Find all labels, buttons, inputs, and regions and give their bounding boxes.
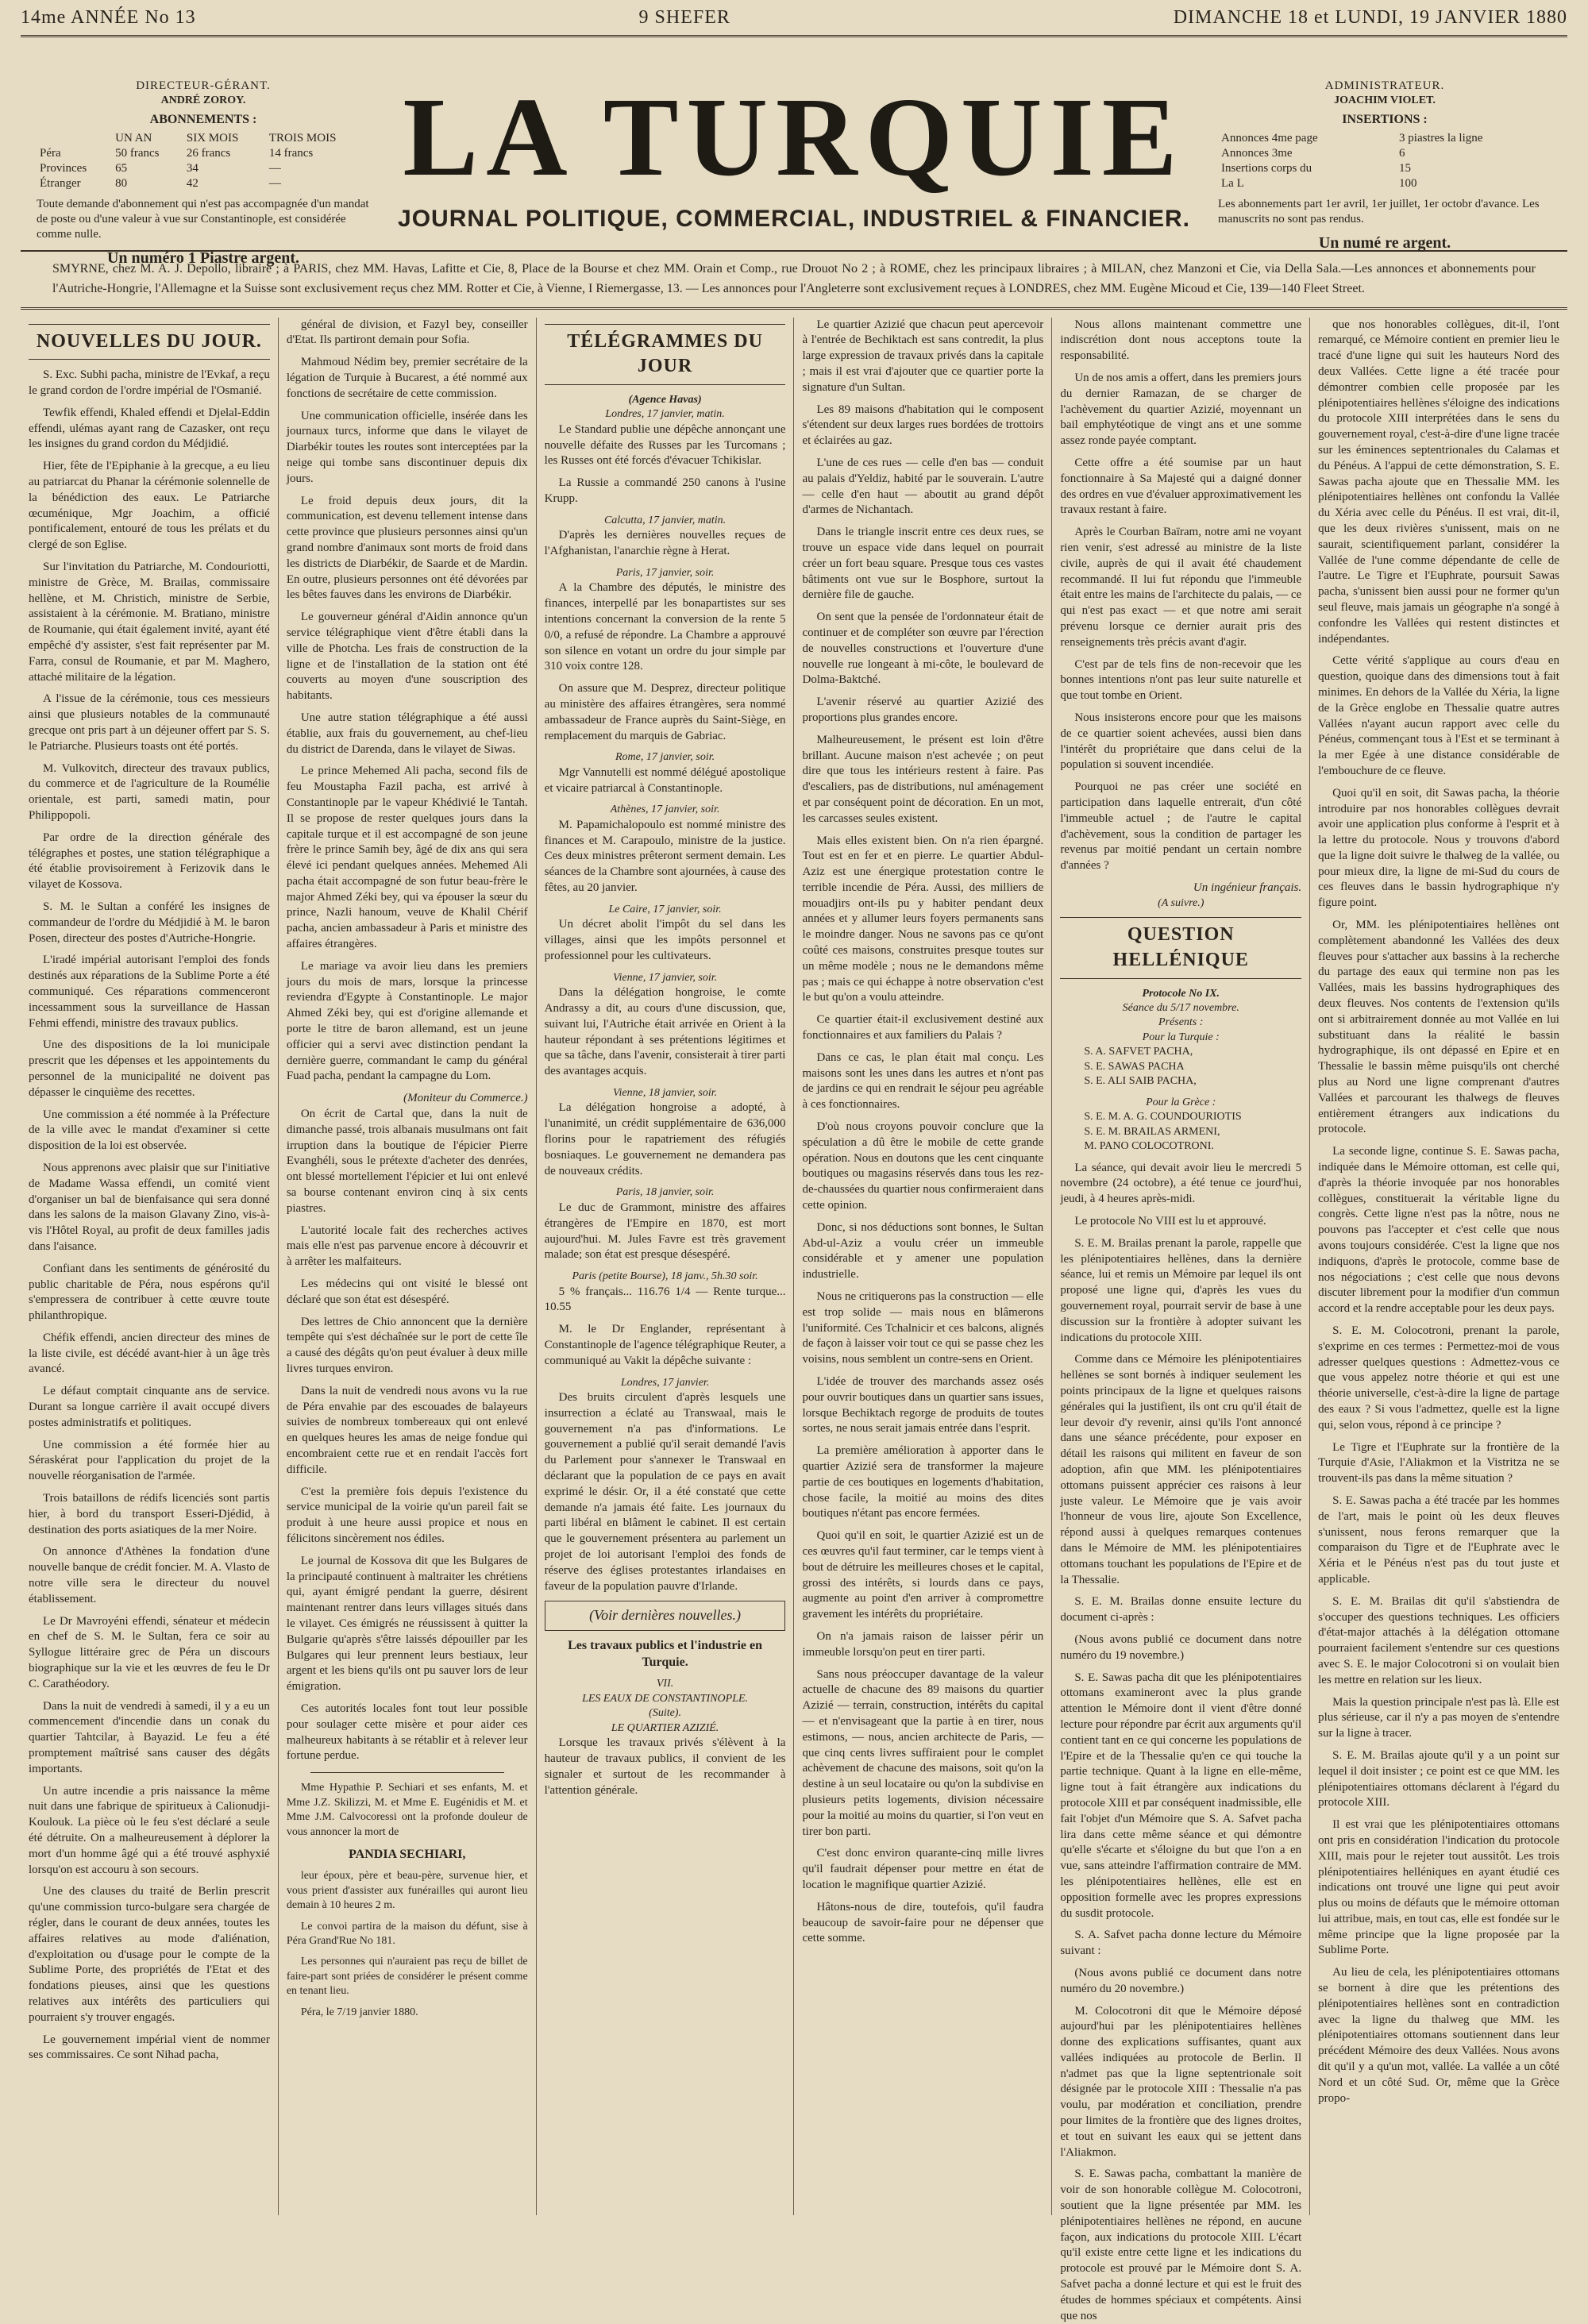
paragraph: Une communication officielle, insérée dans les journaux turcs, informe que dans le vilayet de Diarbékir toutes les routes sont interceptées par la neige qui tombe sans discontinuer depuis dix jours. [286,409,528,485]
telegram-text: M. le Dr Englander, représentant à Constantinople de l'agence télégraphique Reuter, a communiqué au Vakit la dépêche suivante : [544,1323,786,1367]
death-notice-name: PANDIA SECHIARI, [349,1848,466,1861]
section-heading: QUESTION HELLÉNIQUE [1060,917,1301,978]
agency-label: (Agence Havas) [628,393,702,406]
table-row: Insertions corps du 15 [1221,161,1412,175]
telegram-text: M. Papamichalopoulo est nommé ministre des finances et M. Carapoulo, ministre de la justice. Ces deux ministres prêteront serment demain. Les séances de la Chambre sont ajournées, à cause des fêtes, au 20 janvier. [544,818,786,895]
paragraph: On n'a jamais raison de laisser périr un immeuble lorsqu'on peut en tirer parti. [802,1629,1044,1659]
paragraph: Cette vérité s'applique au cours d'eau en question, quoique dans des dimensions tout à fait minimes. En dehors de la Vallée du Xéria, la ligne de la Grèce englobe en Thessalie quatre autres Vallées n'ayant aucun rapport avec celle du Pénéus, commençant tous à l'Est et se terminant à la mer Egée à une distance considérable de l'embouchure de ce fleuve. [1318,654,1559,777]
section-heading: NOUVELLES DU JOUR. [29,324,270,360]
telegram-text: Dans la délégation hongroise, le comte Andrassy a dit, au cours d'une discussion, que, suivant lui, l'Autriche était arrivée en Orient à la hauteur répondant à ses prétentions légitimes et que sa tâche, dans l'avenir, consisterait à tirer parti des avantages acquis. [544,986,786,1078]
paragraph: La séance, qui devait avoir lieu le mercredi 5 novembre (24 octobre), a été tenue ce jourd'hui, jeudi, à 4 heures après-midi. [1060,1161,1302,1206]
column-1 [21,318,279,2215]
paragraph: Mais elles existent bien. On n'a rien épargné. Tout est en fer et en pierre. Le quartier Abdul-Aziz est une énergique protestation contre le terrible incendie de Péra. Aussi, des milliers de mouadjirs ont-ils pu y habiter pendant deux années et y allumer leurs foyers permanents sans le moindre danger. Nous ne savons pas ce qu'ont coûté ces maisons, construites presque toutes sur un même modèle ; nous ne le demandons même pas ; mais ce qui échappe à notre observation c'est le but qu'on a voulu atteindre. [802,834,1044,1004]
paragraph: S. E. Sawas pacha, combattant la manière de voir de son honorable collègue M. Colocotroni, soutient que la ligne présentée par MM. les plénipotentiaires hellènes ne répond, en aucune façon, aux indications du protocole XIII. L'écart qu'il existe entre cette ligne et les indications du protocole est prouvé par le Mémoire dont S. A. Safvet pacha a donné lecture et qui est le fruit des études de hommes spéciaux et compétents. Ainsi que nos [1060,2168,1302,2322]
paragraph: Pourquoi ne pas créer une société en participation dans laquelle entrerait, d'un côté l'immeuble actuel ; de l'autre le capital d'achèvement, sous la condition de partager les revenus par moitié pendant un certain nombre d'années ? [1060,780,1302,873]
issue-number: 14me ANNÉE No 13 [21,6,196,28]
issue-price-right: Un numé re argent. [1318,233,1451,252]
paragraph: A l'issue de la cérémonie, tous ces messieurs ainsi que plusieurs notables de la communauté grecque ont pris part à un déjeuner offert par S. S. le Patriarche. Plusieurs toasts ont été portés. [29,692,270,753]
paragraph: S. E. M. Colocotroni, prenant la parole, s'exprime en ces termes : Permettez-moi de vous adresser quelques questions : Admettez-vous ce que vous appelez notre théorie et qui est une théorie universelle, c'est-à-dire la ligne de partage des eaux ? Si vous l'admettez, quelle est la ligne qui, selon vous, répond à ce principe ? [1318,1324,1559,1432]
paragraph: Ce quartier était-il exclusivement destiné aux fonctionnaires et aux familiers du Palais ? [802,1013,1044,1043]
paragraph: S. Exc. Subhi pacha, ministre de l'Evkaf, a reçu le grand cordon de l'ordre impérial de l'Osmanié. [29,368,270,398]
telegram-dateline: Londres, 17 janvier. [620,1376,710,1389]
protocol-number: Protocole No IX. [1142,987,1220,1000]
paragraph: Le prince Mehemed Ali pacha, second fils de feu Moustapha Fazil pacha, est arrivé à Constantinople par le vapeur Khédivié le Tantah. Il se propose de rester quelques jours dans la capitale turque et il est accompagné de son jeune frère le prince Samih bey, âgé de dix ans qui sera élevé ici pendant quelques années. Mehemed Ali pacha était accompagné de son futur beau-frère le major Ahmed Zéki bey, qui va épouser la sœur du prince, Nazli hanoum, veuve de Khalil Chérif pacha, ancien ambassadeur à Paris et ministre des affaires étrangères. [286,765,528,951]
paragraph: Le Tigre et l'Euphrate sur la frontière de la Turquie d'Asie, l'Aliakmon et la Vistritza ne se trouvent-ils pas dans la même situation ? [1318,1440,1559,1486]
table-header-row: UN AN SIX MOIS TROIS MOIS [115,132,337,145]
paragraph: Quoi qu'il en soit, le quartier Azizié est un de ces œuvres qu'il faut terminer, car le temps vient à bout de détruire les meilleures choses et le capital, grossi des intérêts, si lourds dans ce pays, augmente au point d'en arriver à compromettre gravement les intérêts du propriétaire. [802,1529,1044,1621]
paragraph: Lorsque les travaux privés s'élèvent à la hauteur de travaux publics, il convient de les signaler et surtout de les recommander à l'attention générale. [544,1736,786,1797]
feuilleton-number: VII. [656,1678,674,1690]
telegram-text: Le duc de Grammont, ministre des affaires étrangères de l'Empire en 1870, est mort aujourd'hui. M. Jules Favre est très gravement malade; son état est presque désespéré. [544,1201,786,1262]
paragraph: Dans la nuit de vendredi à samedi, il y a eu un commencement d'incendie dans un conak du quartier Tahtcilar, à Bayazid. Le feu a été promptement maîtrisé sans causer des dégâts importants. [29,1699,270,1775]
paragraph: (Nous avons publié ce document dans notre numéro du 20 novembre.) [1060,1966,1302,1995]
masthead [21,37,1567,267]
paragraph: Hier, fête de l'Epiphanie à la grecque, a eu lieu au patriarcat du Phanar la cérémonie solennelle de la bénédiction des eaux. Le Patriarche œcuménique, Mgr Joachim, a officié pontificalement, entouré de tous les prélats et du clergé de son Eglise. [29,460,270,552]
column-6 [1310,318,1567,2215]
delegate-name: S. E. M. A. G. COUNDOURIOTIS [1084,1111,1242,1123]
paragraph: S. E. Sawas pacha a été tracée par les hommes de l'art, mais le point où les deux fleuves s'unissent, nous ferons remarquer que la comparaison du Tigre et de l'Euphrate avec le Xéria et le Pénéus n'est pas du tout juste et applicable. [1318,1493,1559,1586]
turkey-delegates [1084,1045,1301,1089]
divider [310,1772,504,1773]
paragraph: Les médecins qui ont visité le blessé ont déclaré que son état est désespéré. [286,1278,528,1306]
table-row: Provinces 65 34 — [40,161,281,175]
paragraph: Par ordre de la direction générale des télégraphes et postes, une station télégraphique a été établie provisoirement à Ferizovik dans le vilayet de Kossova. [29,831,270,892]
paragraph: Nous ne critiquerons pas la construction — elle est trop solide — mais nous en blâmerons l'uniformité. Ces Tchalnicir et ces balcons, alignés de façon à laisser voir tout ce qui se passe chez les voisins, nous semblent un contre-sens en Orient. [802,1290,1044,1366]
telegram-text: La délégation hongroise a adopté, à l'unanimité, un crédit supplémentaire de 636,000 florins pour le rapatriement des réfugiés bosniaques. Le gouvernement ne demandera pas de nouveaux crédits. [544,1101,786,1177]
paragraph: Les 89 maisons d'habitation qui le composent s'étendent sur deux larges rues bordées de trottoirs et éclairées au gaz. [802,403,1044,448]
paragraph: S. E. M. Brailas prenant la parole, rappelle que les plénipotentiaires hellènes, dans la dernière séance, lui et remis un Mémoire par lequel ils ont proposé une ligne qui, d'après les vues du gouvernement royal, pourrait servir de base à une discussion sur la frontière à adopter suivant les indications du protocole XIII. [1060,1236,1302,1344]
paragraph: Nous apprenons avec plaisir que sur l'initiative de Madame Wassa effendi, un comité vient d'organiser un bal de bienfaisance qui sera donné dans les salons de la maison Glavany Zino, vis-à-vis l'Hôtel Royal, au profit de deux familles jadis dans l'aisance. [29,1161,270,1253]
present-label: Présents : [1158,1016,1204,1029]
table-row: Péra 50 francs 26 francs 14 francs [40,147,314,160]
telegram-dateline: Calcutta, 17 janvier, matin. [603,514,727,526]
paragraph: Nous insisterons encore pour que les maisons de ce quartier soient achevées, aussi bien dans l'intérêt du propriétaire que dans celui de la population si souvent incendiée. [1060,711,1302,772]
telegram-text: On assure que M. Desprez, directeur politique au ministère des affaires étrangères, sera nommé ambassadeur de France auprès du Saint-Siège, en remplacement du marquis de Gabriac. [544,682,786,742]
administrator-heading: ADMINISTRATEUR. [1324,79,1445,92]
paragraph: S. A. Safvet pacha donne lecture du Mémoire suivant : [1060,1929,1302,1958]
telegram-dateline: Londres, 17 janvier, matin. [605,408,725,421]
dateline [21,0,1567,37]
greece-label: Pour la Grèce : [1146,1096,1216,1108]
paragraph: On sent que la pensée de l'ordonnateur était de continuer et de compléter son œuvre par l'érection de nouvelles constructions et l'ouverture d'une nouvelle rue longeant à mi-côte, le boulevard de Dolma-Baktché. [802,611,1044,687]
paragraph: Le protocole No VIII est lu et approuvé. [1074,1215,1266,1228]
insertion-rates-table [1218,131,1551,191]
paragraph: Chéfik effendi, ancien directeur des mines de la liste civile, est décédé avant-hier à un âge très avancé. [29,1331,270,1376]
greece-delegates [1084,1110,1301,1154]
column-4 [794,318,1052,2215]
subscriptions-heading: ABONNEMENTS : [149,113,257,127]
paragraph: L'avenir réservé au quartier Azizié des proportions plus grandes encore. [802,696,1044,724]
source-credit: (Moniteur du Commerce.) [403,1092,528,1105]
telegram-text: Le Standard publie une dépêche annonçant une nouvelle défaite des Russes par les Turcomans ; les Russes ont été forcés d'évacuer Tchikislar. [544,422,786,468]
newspaper-title: LA TURQUIE [403,74,1185,199]
director-heading: DIRECTEUR-GÉRANT. [136,79,271,92]
paragraph: Une commission a été formée hier au Séraskérat pour l'application du projet de la nouvelle réorganisation de l'armée. [29,1438,270,1483]
paragraph: Un autre incendie a pris naissance la même nuit dans une fabrique de spiritueux à Calionudji-Koulouk. La pièce où le feu s'est déclaré a seule été détruite. On a malheureusement à déplorer la mort d'un homme âgé qui a été trouvé asphyxié lorsqu'on est accouru à son secours. [29,1784,270,1876]
paragraph: La seconde ligne, continue S. E. Sawas pacha, indiquée dans le Mémoire ottoman, est celle qui, d'après la théorie invoquée par nos honorables collègues, constituerait la véritable ligne du congrès. Cette ligne n'est pas la nôtre, nous ne pouvons pas l'accepter et c'est celle que nous avons toujours considérée. C'est la ligne que nos indiquons, d'après le protocole, comme base de nos négociations ; c'est celle que nous devons discuter librement pour la modifier d'un commun accord et la rendre acceptable pour les deux pays. [1318,1145,1559,1316]
paragraph: C'est la première fois depuis l'existence du service municipal de la voirie qu'un pareil fait se produit à une heure aussi propice et nous en félicitons sincèrement nos édiles. [286,1485,528,1545]
paragraph: Le mariage va avoir lieu dans les premiers jours du mois de mars, lorsque la princesse reviendra d'Egypte à Constantinople. Le major Ahmed Zéki bey, qui est d'origine allemande et porte le titre de baron allemand, est un jeune officier qui a servi avec distinction pendant la dernière guerre, commandant le camp du général Fuad pacha, pendant la campagne du Lom. [286,959,528,1083]
paragraph: On annonce d'Athènes la fondation d'une nouvelle banque de crédit foncier. M. A. Vlasto de notre ville sera le directeur du nouvel établissement. [29,1545,270,1605]
paragraph: Dans la nuit de vendredi nous avons vu la rue de Péra envahie par des escouades de balayeurs suivies de nombreux tombereaux qui ont enlevé en quelques heures les amas de neige fondue qui encombraient cette rue et en rendait l'accès fort difficile. [286,1384,528,1476]
column-5 [1052,318,1310,2322]
telegram-text: A la Chambre des députés, le ministre des finances, interpellé par les bonapartistes sur ses intentions concernant la conversion de la rente 5 0/0, a refusé de répondre. La Chambre a approuvé son silence en votant un ordre du jour simple par 310 voix contre 128. [544,581,786,673]
telegram-dateline: Vienne, 17 janvier, soir. [612,971,718,984]
paragraph: Tewfik effendi, Khaled effendi et Djelal-Eddin effendi, ulémas ayant rang de Cazasker, ont reçu les insignes du grand cordon du Médjidié. [29,406,270,451]
title-block [386,74,1202,233]
paragraph: général de division, et Fazyl bey, conseiller d'Etat. Ils partiront demain pour Sofia. [286,318,528,347]
table-row: La L 100 [1221,176,1417,190]
paragraph: Quoi qu'il en soit, dit Sawas pacha, la théorie introduire par nos honorables collègues devrait avoir une application plus conforme à l'esprit et à la lettre du protocole. Nous y trouvons d'abord que la ligne doit suivre le thalweg de la vallée, ou pour mieux dire, la ligne de mi-Sud du cours de ces fleuves dans le bassin hydrographique n'y figure point. [1318,786,1559,910]
paragraph: S. M. le Sultan a conféré les insignes de commandeur de l'ordre du Médjidié à M. le baron Posen, directeur des postes d'Autriche-Hongrie. [29,900,270,945]
paragraph: S. E. M. Brailas dit qu'il s'abstiendra de s'occuper des questions techniques. Les officiers d'état-major attachés à la délégation ottomane pourraient facilement s'entendre sur ces questions avec S. E. le major Colocotroni si on voulait bien les mettre en relation sur les lieux. [1318,1594,1559,1686]
paragraph: Une autre station télégraphique a été aussi établie, aux frais du gouvernement, au chef-lieu du district de Darenda, dans le vilayet de Siwas. [286,711,528,756]
insertion-note: Les abonnements part 1er avril, 1er juillet, 1er octobr d'avance. Les manuscrits no sont pas rendus. [1218,198,1540,225]
paragraph: Nous allons maintenant commettre une indiscrétion dont nous acceptons toute la responsabilité. [1060,318,1302,363]
table-row: Étranger 80 42 — [40,176,281,190]
telegram-dateline: Athènes, 17 janvier, soir. [610,804,720,816]
paragraph: Une des clauses du traité de Berlin prescrit qu'une commission turco-bulgare sera chargée de régler, dans le courant de deux années, toutes les affaires relatives au mode d'aliénation, d'exploitation ou d'usage pour le compte de la Sublime Porte, des propriétés de l'Etat et des fondations pieuses, ainsi que les questions relatives aux intérêts des particuliers qui pourraient s'y trouver engagés. [29,1885,270,2024]
paragraph: Donc, si nos déductions sont bonnes, le Sultan Abd-ul-Aziz a voulu créer un immeuble considérable et y amener une population industrielle. [802,1220,1044,1281]
paragraph: C'est donc environ quarante-cinq mille livres qu'il faudrait dépenser pour mettre en état de location le magnifique quartier Azizié. [802,1847,1044,1891]
paragraph: Dans ce cas, le plan était mal conçu. Les maisons sont les unes dans les autres et n'ont pas de jardins ce qui en rendrait le séjour peu agréable à ces fonctionnaires. [802,1050,1044,1112]
paragraph: Mahmoud Nédim bey, premier secrétaire de la légation de Turquie à Bucarest, a été nommé aux fonctions de secrétaire de cette commission. [286,356,528,400]
newspaper-subtitle: JOURNAL POLITIQUE, COMMERCIAL, INDUSTRIEL & FINANCIER. [398,206,1190,232]
paragraph: Le quartier Azizié que chacun peut apercevoir à l'entrée de Bechiktach est sans contredit, la plus large expression de travaux privés dans la capitale ; mais il est vrai d'ajouter que ce quartier porte la signature d'un Sultan. [802,318,1044,394]
paragraph: Le gouverneur général d'Aidin annonce qu'un service télégraphique vient d'être établi dans la ville de Photcha. Les frais de construction de la ligne et de l'installation de la station ont été couverts au moyen d'une souscription des habitants. [286,611,528,703]
director-name: ANDRÉ ZOROY. [160,94,246,106]
turkey-label: Pour la Turquie : [1142,1031,1220,1043]
paragraph: On écrit de Cartal que, dans la nuit de dimanche passé, trois albanais musulmans ont fait irruption dans la boutique de l'épicier Pierre Evanghéli, sous le prétexte d'acheter des denrées, ont blessé mortellement l'épicier et lui ont enlevé sa bourse contenant environ cinq à six cents piastres. [286,1108,528,1215]
feuilleton-subtitle: LES EAUX DE CONSTANTINOPLE. [582,1692,749,1705]
paragraph: Il est vrai que les plénipotentiaires ottomans ont pris en considération l'indication du protocole XIII, mais pour le rejeter tout aussitôt. Les trois plénipotentiaires helléniques en ayant étudié ces indications ont trouvé une ligne qui peut avoir plus ou moins de défauts que le mémoire ottoman lui attribue, mais, en tout cas, elle est fondée sur le même principe que la ligne proposée par la Sublime Porte. [1318,1818,1559,1957]
feuilleton-suite: (Suite). [649,1707,681,1720]
paragraph: Le Dr Mavroyéni effendi, sénateur et médecin en chef de S. M. le Sultan, fera ce soir au Syllogue littéraire grec de Péra un discours biographique sur la vie et les œuvres de feu le Dr C. Carathéodory. [29,1614,270,1690]
paragraph: Cette offre a été soumise par un haut fonctionnaire à Sa Majesté qui a daigné donner des ordres en vue d'évaluer approximativement les travaux restant à faire. [1060,456,1302,517]
paragraph: M. Colocotroni dit que le Mémoire déposé aujourd'hui par les plénipotentiaires hellènes donne des explications suffisantes, quant aux vallées indiquées au protocole de Berlin. Il n'admet pas que la ligne septentrionale soit désignée par le protocole XIII : Thessalie n'a pas voulu, par modération et conciliation, prendre pour limites de la frontière que des lignes droites, et tout en suivant les eaux qui se jettent dans l'Aliakmon. [1060,2004,1302,2159]
delegate-name: S. E. SAWAS PACHA [1084,1060,1185,1073]
paragraph: leur époux, père et beau-père, survenue hier, et vous prient d'assister aux funérailles qui auront lieu demain à 10 heures 2 m. [286,1870,528,1912]
subscription-rates-table [37,131,370,191]
paragraph: Le gouvernement impérial vient de nommer ses commissaires. Ce sont Nihad pacha, [29,2033,270,2062]
paragraph: C'est par de tels fins de non-recevoir que les bonnes intentions n'ont pas leur suite naturelle et que tout tombe en Orient. [1060,657,1302,703]
paragraph: Confiant dans les sentiments de générosité du public charitable de Péra, nous espérons qu'il s'empressera de contribuer à cette œuvre toute philanthropique. [29,1262,270,1323]
paragraph: D'où nous croyons pouvoir conclure que la spéculation a dû être le mobile de cette grande opération. Nous en doutons que les cent cinquante boutiques ou magasins réservés dans tous les rez-de-chaussées du quartier nous confirmeraient dans cette opinion. [802,1120,1044,1212]
paragraph: L'idée de trouver des marchands assez osés pour ouvrir boutiques dans un quartier sans issues, lorsque Bechiktach regorge de produits de toutes sortes, ne nous serait jamais entrée dans l'esprit. [802,1375,1044,1436]
paragraph: Le froid depuis deux jours, dit la communication, est devenu tellement intense dans cette province que plusieurs personnes ainsi qu'un grand nombre d'animaux sont morts de froid dans les districts de Diarbékir, de Saarde et de Mardin. En outre, plusieurs personnes ont été dévorées par les bêtes fauves dans les environs de Diarbékir. [286,494,528,602]
paragraph: Sur l'invitation du Patriarche, M. Condouriotti, ministre de Grèce, M. Brailas, commissaire hellène, et M. Christich, ministre de Serbie, assistaient à la cérémonie. M. Bratiano, ministre de Roumanie, qui était également invité, ayant été empêché d'y assister, s'est fait représenter par M. Farra, consul de Roumanie, et par M. Maghero, attaché militaire de la légation. [29,561,270,684]
telegram-dateline: Paris, 18 janvier, soir. [615,1186,715,1199]
paragraph: Or, MM. les plénipotentiaires hellènes ont complètement abandonné les Vallées des deux fleuves pour s'attacher aux bassins à la recherche du partage des eaux qui termine non pas les Vallées, mais les bassins hydrographiques des deux fleuves. Nos contents de l'extension qu'ils ont si arbitrairement donnée au mot Vallée en lui substituant dans la réalité le bassin hydrographique, ils ont dépassé en Epire et en Thessalie le bassin même puisqu'ils ont cherché plus au Nord une ligne comprenant d'autres Vallées et parcourant les thalwegs de fleuves entièrement étrangers aux indications du protocole. [1318,919,1559,1136]
subscriptions-box [37,79,370,268]
subscription-note: Toute demande d'abonnement qui n'est pas accompagnée d'un mandat de poste ou d'une valeur à vue sur Constantinople, est considérée comme nulle. [37,198,369,241]
paragraph: Le défaut comptait cinquante ans de service. Durant sa longue carrière il avait occupé divers postes administratifs et politiques. [29,1385,270,1429]
paragraph: Une commission a été nommée à la Préfecture de la ville avec le mandat d'examiner si cette disposition de la loi est observée. [29,1108,270,1153]
column-3 [537,318,795,2215]
article-signature: Un ingénieur français. [1193,881,1302,894]
telegram-dateline: Paris (petite Bourse), 18 janv., 5h.30 soir. [572,1270,758,1283]
paragraph: Hâtons-nous de dire, toutefois, qu'il faudra beaucoup de savoir-faire pour ne dépenser que cette somme. [802,1900,1044,1945]
insertions-box [1218,79,1551,253]
paragraph: L'autorité locale fait des recherches actives mais elle n'est pas parvenue encore à découvrir et à arrêter les malfaiteurs. [286,1224,528,1269]
agencies-notice: SMYRNE, chez M. A. J. Depollo, libraire ; à PARIS, chez MM. Havas, Lafitte et Cie, 8, Place de la Bourse et chez MM. Orain et Comp., rue Drouot No 2 ; à ROME, chez les principaux libraires ; à MILAN, chez Manzoni et Cie, via Della Sala.—Les annonces et abonnements pour l'Autriche-Hongrie, l'Allemagne et la Suisse sont exclusivement reçus chez MM. Rotter et Cie, à Vienne, I Riemergasse, 13. — Les annonces pour l'Angleterre sont exclusivement reçues à LONDRES, chez MM. Eugène Micoud et Cie, 139—140 Fleet Street. [21,252,1567,310]
article-columns [21,318,1567,2322]
delegate-name: M. PANO COLOCOTRONI. [1084,1140,1214,1153]
paragraph: S. E. M. Brailas ajoute qu'il y a un point sur lequel il doit insister ; ce point est ce que MM. les plénipotentiaires ottomans déclarent à l'égard du protocole XIII. [1318,1748,1559,1809]
section-heading: TÉLÉGRAMMES DU JOUR [545,324,786,385]
paragraph: Ces autorités locales font tout leur possible pour soulager cette misère et pour aider ces malheureux habitants à se rétablir et à relever leur fortune perdue. [286,1702,528,1763]
paragraph: Un de nos amis a offert, dans les premiers jours du dernier Ramazan, de se charger de l'achèvement du quartier Azizié, moyennant un bail emphytéotique de vingt ans et une somme assez ronde payée comptant. [1060,371,1302,448]
column-2 [279,318,537,2215]
table-row: Annonces 4me page 3 piastres la ligne [1221,132,1483,145]
session-date: Séance du 5/17 novembre. [1122,1001,1239,1014]
paragraph: Trois bataillons de rédifs licenciés sont partis hier, à bord du transport Esseri-Djédid, à destination des ports asiatiques de la mer Noire. [29,1492,270,1536]
paragraph: Sans nous préoccuper davantage de la valeur actuelle de chacune des 89 maisons du quartier Azizié — terrain, construction, intérêts du capital — et n'envisageant que la partie à en tirer, nous estimons, — nous, ancien architecte de Paris, — que cinq cents livres suffiraient pour le complet achèvement de chacune des maisons, soit qu'on la destine à un seul locataire ou qu'on la subdivise en plusieurs petits logements, division nécessaire pour la moitié au moins du quartier, si l'on veut en tirer bon parti. [802,1667,1044,1838]
delegate-name: S. E. ALI SAIB PACHA, [1084,1075,1197,1088]
paragraph: Mais la question principale n'est pas là. Elle est plus sérieuse, car il n'y a pas moyen de s'entendre sur la ligne à tracer. [1318,1695,1559,1740]
paragraph: Au lieu de cela, les plénipotentiaires ottomans se bornent à dire que les prétentions des plénipotentiaires hellènes sont en contradiction avec la ligne du thalweg que MM. les plénipotentiaires ottomans soutiennent dans leur précédent Mémoire des deux Vallées. Nous avons dit qu'il y a qu'un mot, vallée. La vallée a un côté Nord et un côté Sud. Or, même que la Grèce propo- [1318,1966,1559,2105]
paragraph: La première amélioration à apporter dans le quartier Azizié sera de transformer la majeure partie de ces boutiques en logements d'habitation, chose facile, la moitié au moins des dites boutiques n'étant pas encore fermées. [802,1444,1044,1520]
administrator-name: JOACHIM VIOLET. [1334,94,1436,106]
paragraph: L'iradé impérial autorisant l'emploi des fonds destinés aux réparations de la Sublime Porte a été communiqué. Ces réparations commenceront incessamment sous la surveillance de Hassan Fehmi effendi, ministre des travaux publics. [29,954,270,1030]
issue-date: DIMANCHE 18 et LUNDI, 19 JANVIER 1880 [1173,6,1567,28]
telegram-dateline: Rome, 17 janvier, soir. [615,751,715,764]
see-latest-news-box: (Voir dernières nouvelles.) [545,1601,786,1631]
telegram-text: 5 % français... 116.76 1/4 — Rente turque... 10.55 [544,1285,786,1314]
paragraph: Le journal de Kossova dit que les Bulgares de la principauté continuent à maltraiter les chrétiens qui, ayant émigré pendant la guerre, désirent maintenant rentrer dans leurs villages situés dans le vilayet. Ces émigrés ne réussissent à quitter la Bulgarie qu'après s'être laissés dépouiller par les Bulgares qui leur prennent leurs bestiaux, leur argent et les biens qu'ils ont pu sauver lors de leur émigration. [286,1554,528,1694]
table-row: Annonces 3me 6 [1221,147,1405,160]
paragraph: Péra, le 7/19 janvier 1880. [300,2006,418,2018]
paragraph: Mme Hypathie P. Sechiari et ses enfants, M. et Mme J.Z. Skilizzi, M. et Mme E. Eugénidis et M. et Mme J.M. Calvocoressi ont la profonde douleur de vous annoncer la mort de [286,1782,528,1838]
paragraph: Des lettres de Chio annoncent que la dernière tempête qui s'est déchaînée sur le port de cette île a causé des dégâts qu'on peut évaluer à deux mille livres turques environ. [286,1315,528,1375]
paragraph: S. E. Sawas pacha dit que les plénipotentiaires ottomans examineront avec la plus grande attention le Mémoire dont il vient d'être donné lecture pour répondre par écrit aux arguments qu'il contient tant en ce qui concerne les populations de l'Epire et de la Thessalie qu'en ce qui touche la partie technique. Quant à la ligne en elle-même, ligne tout à fait étrangère aux indications du protocole XIII et par conséquent inadmissible, elle fait l'objet d'un Mémoire que S. A. Safvet pacha lira dans cette même séance et qui démontre qu'elle s'écarte et s'éloigne du but que l'on a en vue, sans atteindre l'affirmation contraire de MM. les plénipotentiaires hellènes, elle est en opposition formelle avec les propres expressions du susdit protocole. [1060,1671,1302,1920]
telegram-dateline: Paris, 17 janvier, soir. [615,566,715,579]
paragraph: Les personnes qui n'auraient pas reçu de billet de faire-part sont priées de considérer le présent comme en tenant lieu. [286,1956,528,1998]
paragraph: Après le Courban Baïram, notre ami ne voyant rien venir, s'est adressé au ministre de la liste civile, auprès de qui il avait été chaudement recommandé. Il lui fut répondu que l'immeuble était entre les mains de l'architecte du palais, — ce qui n'est pas exact — et que notre ami serait prévenu lorsque ce dernier aurait pris des renseignements très précis avant d'agir. [1060,526,1302,649]
paragraph: Le convoi partira de la maison du défunt, sise à Péra Grand'Rue No 181. [286,1920,528,1947]
issue-price: Un numéro 1 Piastre argent. [106,249,299,267]
delegate-name: S. A. SAFVET PACHA, [1084,1046,1193,1058]
feuilleton-place: LE QUARTIER AZIZIÉ. [611,1721,719,1734]
telegram-text: Mgr Vannutelli est nommé délégué apostolique et vicaire patriarcal à Constantinople. [544,765,786,795]
paragraph: S. E. M. Brailas donne ensuite lecture du document ci-après : [1060,1595,1302,1624]
telegram-dateline: Le Caire, 17 janvier, soir. [608,903,722,915]
telegram-text: Un décret abolit l'impôt du sel dans les villages, ainsi que les impôts personnel et professionnel pour les cultivateurs. [544,918,786,962]
telegram-text: La Russie a commandé 250 canons à l'usine Krupp. [544,476,786,506]
paragraph: Une des dispositions de la loi municipale prescrit que les dépenses et les appointements du personnel de la municipalité ne doivent pas dépasser le cinquième des recettes. [29,1039,270,1099]
delegate-name: S. E. M. BRAILAS ARMENI, [1084,1125,1220,1138]
paragraph: Malheureusement, le présent est loin d'être brillant. Aucune maison n'est achevée ; on peut dire que tous les intérieurs restent à faire. Pas d'escaliers, pas de distributions, nul aménagement et par conséquent point de décoration. En un mot, les carcasses seules existent. [802,733,1044,825]
paragraph: M. Vulkovitch, directeur des travaux publics, du commerce et de l'agriculture de la Roumélie orientale, est parti, samedi matin, pour Philippopoli. [29,761,270,822]
paragraph: Comme dans ce Mémoire les plénipotentiaires hellènes se sont bornés à indiquer seulement les points principaux de la ligne et quelques raisons générales qui la justifient, ils ont cru qu'il était de leur devoir d'y revenir, ainsi qu'ils l'ont annoncé dans une séance précédente, pour exposer en détail les raisons qui militent en faveur de son adoption, afin que MM. les plénipotentiaires ottomans puissent apprécier ces raisons à leur juste valeur. Le Mémoire que je vais avoir l'honneur de vous lire, ajoute Son Excellence, répond aussi à quelques remarques contenues dans le Mémoire de MM. les plénipotentiaires ottomans touchant les populations de l'Epire et de la Thessalie. [1060,1353,1302,1586]
paragraph: Dans le triangle inscrit entre ces deux rues, se trouve un espace vide dans lequel on pourrait créer un fort beau square. Presque tous ces vastes bâtiments ont vue sur le Bosphore, surtout la dernière file de gauche. [802,526,1044,602]
feuilleton-title: Les travaux publics et l'industrie en Turquie. [568,1639,763,1670]
insertions-heading: INSERTIONS : [1342,113,1428,127]
paragraph: L'une de ces rues — celle d'en bas — conduit au palais d'Yeldiz, habité par le souverain. L'autre — celle d'en haut — aboutit au grand dépôt d'armes de Nichantach. [802,456,1044,517]
paragraph: (Nous avons publié ce document dans notre numéro du 19 novembre.) [1060,1632,1302,1662]
hijri-date: 9 SHEFER [638,6,730,28]
paragraph: que nos honorables collègues, dit-il, l'ont remarqué, ce Mémoire contient en premier lieu le tracé d'une ligne qui suit les hauteurs Nord des deux Vallées. Cette ligne a été tracée pour démontrer combien celle proposée par les plénipotentiaires hellènes s'éloigne des indications du protocole XIII interprétées dans le sens du gouvernement royal, c'est-à-dire d'une ligne tracée sur les éminences septentrionales du Calamas et du Pénéus. A l'appui de cette démonstration, S. E. Sawas pacha ajoute que en Thessalie MM. les plénipotentiaires hellènes ont confondu la Vallée du Xéria avec celle du Pénéus. Il est vrai, dit-il, que les deux rivières s'unissent, mais on ne saurait, scientifiquement parlant, considérer la Vallée de l'une comme dépendante de celle de l'autre. Le Tigre et l'Euphrate, poursuit Sawas pacha, s'unissent bien aussi pour ne former qu'un seul fleuve, mais jamais un géographe n'a songé à confondre les Vallées qui restent distinctes et indépendantes. [1318,318,1559,646]
to-be-continued: (A suivre.) [1158,896,1204,909]
telegram-dateline: Vienne, 18 janvier, soir. [612,1086,718,1099]
telegram-text: D'après les dernières nouvelles reçues de l'Afghanistan, l'anarchie règne à Herat. [544,529,786,558]
telegram-text: Des bruits circulent d'après lesquels une insurrection a éclaté au Transwaal, mais le gouvernement n'a pas d'informations. Le gouvernement a publié qu'il serait demandé l'avis du Parlement pour s'annexer le Transwaal en déclarant que la population de ce pays en avait exprimé le désir. Or, il a été constaté que cette demande n'a jamais été faite. Les journaux du parti libéral en blâment le cabinet. Il est certain que le gouvernement présentera au parlement un projet de loi autorisant l'emploi des fonds de réserve des églises protestantes irlandaises en faveur de la population pauvre d'Irlande. [544,1391,786,1593]
